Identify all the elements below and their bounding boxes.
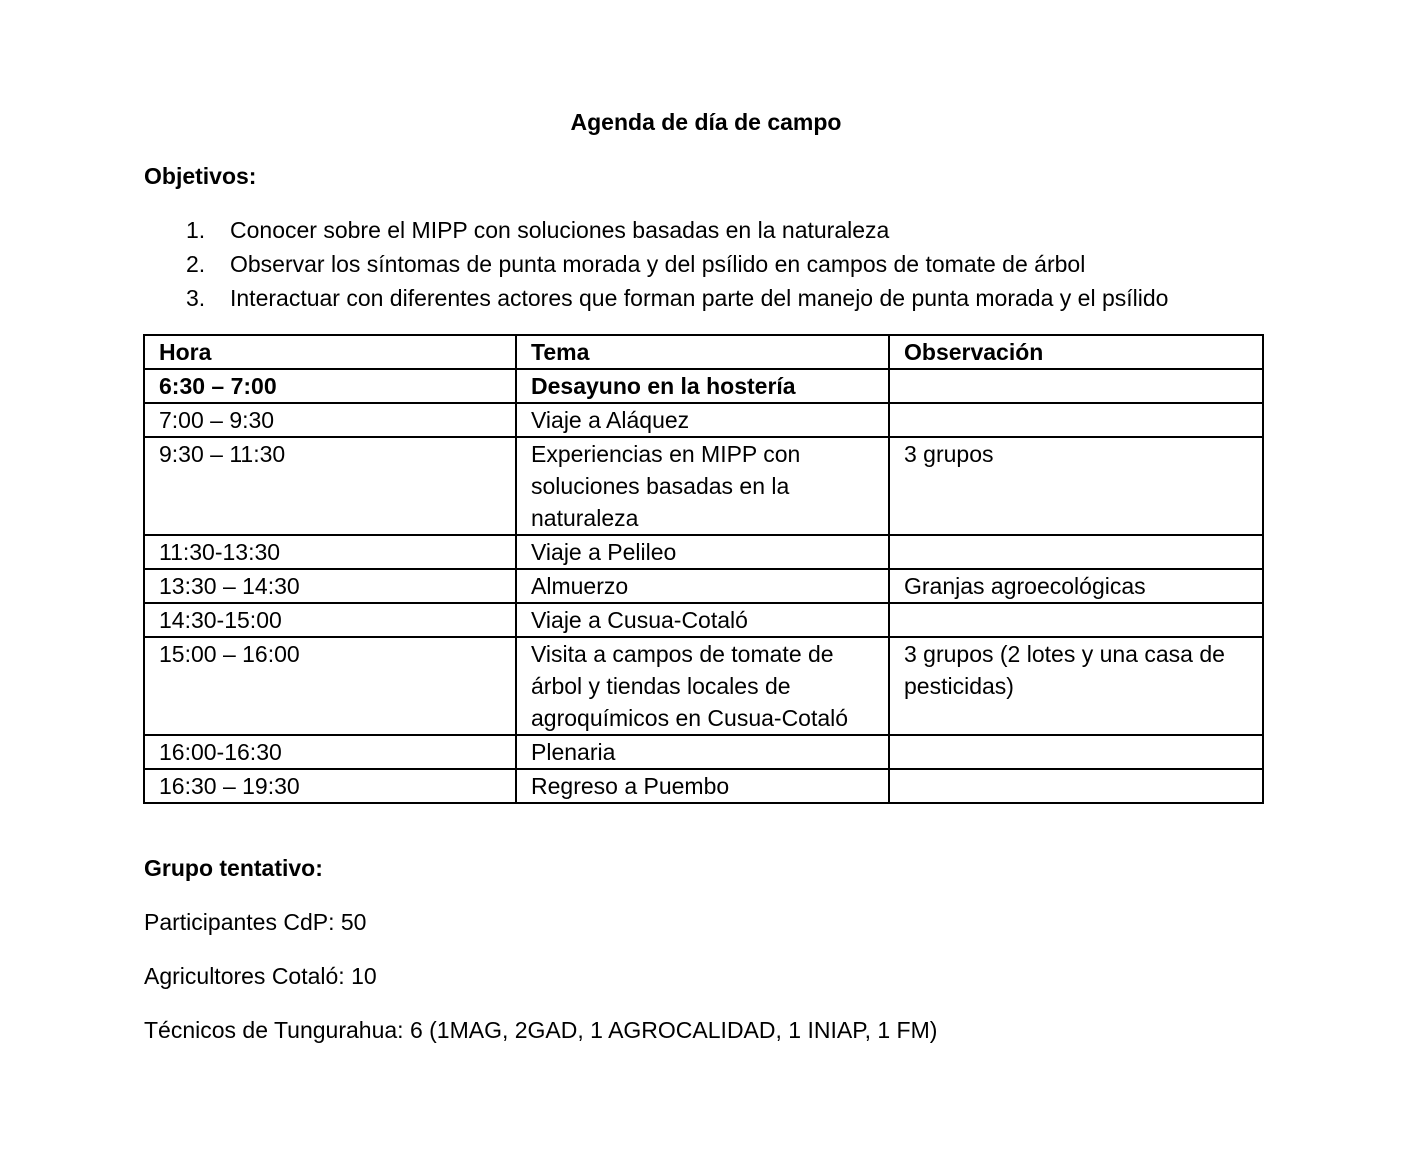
table-row — [144, 603, 1263, 637]
cell-observacion — [889, 369, 1263, 403]
table-row — [144, 535, 1263, 569]
objective-text: Interactuar con diferentes actores que forman parte del manejo de punta morada y el psílido — [230, 285, 1169, 311]
cell-hora: 14:30-15:00 — [144, 603, 516, 637]
table-row — [144, 769, 1263, 803]
cell-tema: Viaje a Pelileo — [516, 535, 889, 569]
objective-item — [144, 281, 1168, 315]
cell-tema: Regreso a Puembo — [516, 769, 889, 803]
agenda-table — [143, 334, 1264, 804]
cell-hora: 13:30 – 14:30 — [144, 569, 516, 603]
objective-text: Observar los síntomas de punta morada y del psílido en campos de tomate de árbol — [230, 251, 1086, 277]
table-row — [144, 369, 1263, 403]
objective-text: Conocer sobre el MIPP con soluciones basadas en la naturaleza — [230, 217, 890, 243]
cell-observacion: 3 grupos — [889, 437, 1263, 535]
participants-line: Participantes CdP: 50 — [144, 909, 367, 935]
group-heading: Grupo tentativo: — [144, 855, 323, 881]
cell-observacion — [889, 769, 1263, 803]
objective-number: 1. — [186, 217, 206, 243]
table-row — [144, 569, 1263, 603]
objective-item — [144, 213, 1168, 247]
cell-observacion: Granjas agroecológicas — [889, 569, 1263, 603]
header-tema: Tema — [516, 335, 889, 369]
cell-hora: 11:30-13:30 — [144, 535, 516, 569]
cell-observacion — [889, 603, 1263, 637]
cell-observacion: 3 grupos (2 lotes y una casa de pesticidas) — [889, 637, 1263, 735]
farmers-line: Agricultores Cotaló: 10 — [144, 963, 377, 989]
document-title: Agenda de día de campo — [570, 109, 842, 135]
cell-observacion — [889, 403, 1263, 437]
objective-number: 2. — [186, 251, 206, 277]
cell-tema: Desayuno en la hostería — [516, 369, 889, 403]
cell-observacion — [889, 735, 1263, 769]
table-row — [144, 735, 1263, 769]
cell-hora: 16:00-16:30 — [144, 735, 516, 769]
cell-tema: Plenaria — [516, 735, 889, 769]
cell-hora: 16:30 – 19:30 — [144, 769, 516, 803]
table-row — [144, 637, 1263, 735]
cell-hora: 7:00 – 9:30 — [144, 403, 516, 437]
table-header-row — [144, 335, 1263, 369]
cell-tema: Visita a campos de tomate de árbol y tiendas locales de agroquímicos en Cusua-Cotaló — [516, 637, 889, 735]
objectives-list — [144, 213, 1168, 315]
table-row — [144, 437, 1263, 535]
cell-hora: 6:30 – 7:00 — [144, 369, 516, 403]
cell-tema: Almuerzo — [516, 569, 889, 603]
objective-item — [144, 247, 1168, 281]
cell-tema: Experiencias en MIPP con soluciones basadas en la naturaleza — [516, 437, 889, 535]
header-observacion: Observación — [889, 335, 1263, 369]
cell-tema: Viaje a Cusua-Cotaló — [516, 603, 889, 637]
objectives-heading: Objetivos: — [144, 163, 257, 189]
cell-tema: Viaje a Aláquez — [516, 403, 889, 437]
cell-hora: 15:00 – 16:00 — [144, 637, 516, 735]
technicians-line: Técnicos de Tungurahua: 6 (1MAG, 2GAD, 1 AGROCALIDAD, 1 INIAP, 1 FM) — [144, 1017, 938, 1043]
objective-number: 3. — [186, 285, 206, 311]
header-hora: Hora — [144, 335, 516, 369]
table-row — [144, 403, 1263, 437]
cell-observacion — [889, 535, 1263, 569]
cell-hora: 9:30 – 11:30 — [144, 437, 516, 535]
